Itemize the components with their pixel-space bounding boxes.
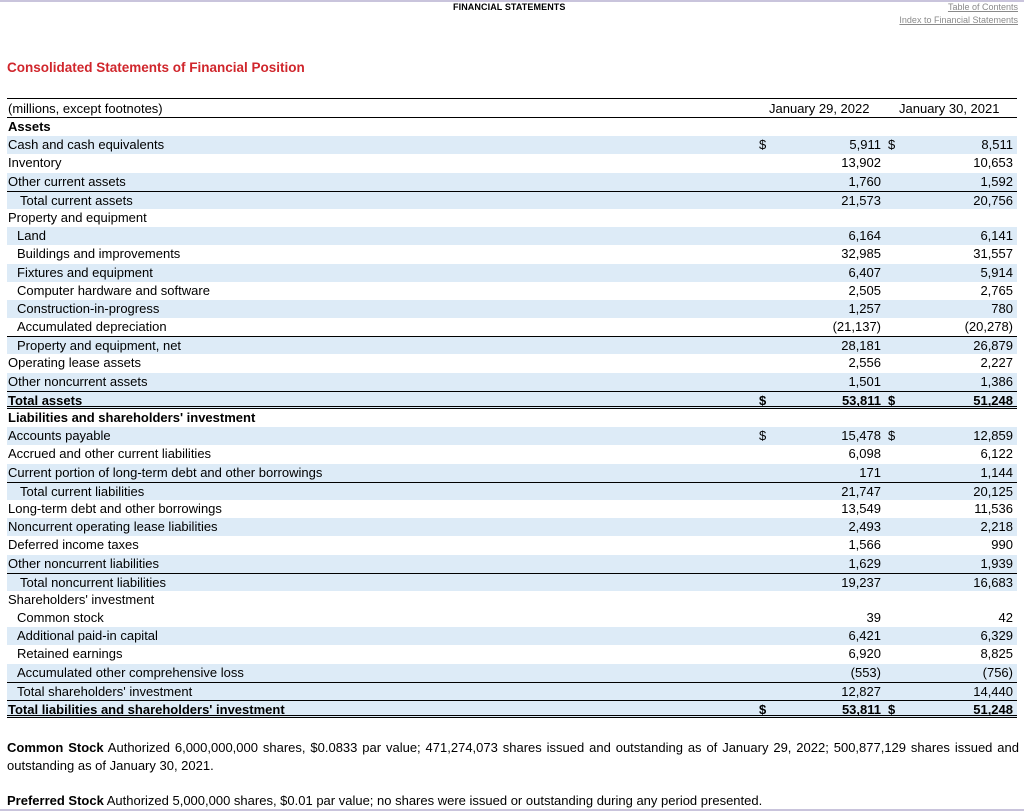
value-2021: 6,141 (980, 228, 1013, 244)
value-2021: 42 (998, 610, 1013, 626)
table-row (7, 154, 1017, 172)
value-2021: 5,914 (980, 264, 1013, 280)
preferred-stock-note (7, 792, 1019, 810)
value-2021: 14,440 (973, 683, 1013, 699)
value-2022: 53,811 (841, 392, 881, 408)
toc-links (899, 1, 1018, 27)
currency-2022: $ (759, 392, 767, 408)
table-row (7, 118, 1017, 136)
table-row (7, 227, 1017, 245)
row-label: Additional paid-in capital (17, 628, 158, 644)
value-2021: 8,511 (981, 137, 1013, 153)
row-label: Property and equipment, net (17, 338, 182, 354)
row-label: Buildings and improvements (17, 246, 181, 262)
value-2021: 1,592 (980, 173, 1013, 189)
table-row (7, 409, 1017, 427)
value-2022: 1,501 (848, 373, 881, 389)
row-label: Total noncurrent liabilities (20, 574, 166, 590)
row-label: Total current liabilities (20, 483, 145, 499)
row-label: Fixtures and equipment (17, 264, 153, 280)
currency-2021: $ (888, 702, 896, 717)
table-row (7, 664, 1017, 682)
units-header: (millions, except footnotes) (8, 101, 163, 116)
value-2022: 1,760 (848, 173, 881, 189)
row-label: Common stock (17, 610, 104, 626)
table-row (7, 500, 1017, 518)
value-2021: 2,218 (980, 519, 1013, 535)
row-label: Land (17, 228, 46, 244)
table-row (7, 627, 1017, 645)
column-header-2021: January 30, 2021 (899, 101, 1000, 116)
value-2021: 1,386 (980, 373, 1013, 389)
value-2022: 6,407 (848, 264, 881, 280)
value-2022: 12,827 (841, 683, 881, 699)
row-label: Accounts payable (8, 428, 111, 444)
table-row (7, 682, 1017, 700)
value-2021: 780 (991, 300, 1013, 316)
row-label: Construction-in-progress (17, 300, 160, 316)
value-2022: 32,985 (841, 246, 881, 262)
row-label: Cash and cash equivalents (8, 137, 165, 153)
value-2022: 5,911 (849, 137, 881, 153)
currency-2022: $ (759, 137, 767, 153)
table-row (7, 209, 1017, 227)
section-header: FINANCIAL STATEMENTS (453, 2, 566, 12)
value-2022: 1,629 (848, 555, 881, 571)
table-row (7, 591, 1017, 609)
index-to-financial-statements-link[interactable]: Index to Financial Statements (899, 15, 1018, 25)
value-2021: 16,683 (973, 574, 1013, 590)
table-row (7, 609, 1017, 627)
value-2021: 11,536 (974, 500, 1013, 516)
row-label: Retained earnings (17, 646, 123, 662)
currency-2021: $ (888, 392, 896, 408)
value-2022: 1,257 (848, 300, 881, 316)
table-of-contents-link[interactable]: Table of Contents (947, 2, 1018, 12)
value-2021: 12,859 (973, 428, 1013, 444)
row-label: Property and equipment (8, 209, 147, 225)
common-stock-note-title: Common Stock (7, 740, 104, 755)
table-row (7, 536, 1017, 554)
financial-position-table (7, 98, 1017, 718)
table-row (7, 300, 1017, 318)
table-row (7, 282, 1017, 300)
row-label: Total shareholders' investment (17, 683, 193, 699)
row-label: Other noncurrent assets (8, 373, 148, 389)
table-row (7, 373, 1017, 391)
table-row (7, 645, 1017, 663)
value-2022: 2,556 (848, 355, 881, 371)
row-label: Computer hardware and software (17, 282, 210, 298)
value-2022: 21,573 (841, 192, 881, 208)
table-row (7, 318, 1017, 336)
row-label: Assets (8, 119, 51, 134)
row-label: Current portion of long-term debt and other borrowings (8, 464, 323, 480)
value-2021: 20,756 (973, 192, 1013, 208)
row-label: Accrued and other current liabilities (8, 446, 212, 462)
value-2021: 1,939 (980, 555, 1013, 571)
preferred-stock-note-text: Authorized 5,000,000 shares, $0.01 par value; no shares were issued or outstanding during any period presented. (103, 793, 763, 808)
row-label: Other current assets (8, 173, 126, 189)
value-2021: (20,278) (964, 319, 1013, 335)
value-2021: 20,125 (973, 483, 1013, 499)
value-2022: 6,164 (848, 228, 881, 244)
table-body (7, 118, 1017, 718)
row-label: Liabilities and shareholders' investment (8, 410, 256, 425)
row-label: Total current assets (20, 192, 133, 208)
value-2022: 171 (859, 464, 881, 480)
currency-2021: $ (888, 137, 896, 153)
common-stock-note-text: Authorized 6,000,000,000 shares, $0.0833 par value; 471,274,073 shares issued and outstanding as of January 29, 2022; 500,877,129 shares issued and outstanding as of January 30, 2021. (7, 740, 1019, 773)
value-2021: 10,653 (973, 155, 1013, 171)
table-row (7, 136, 1017, 154)
value-2021: 26,879 (973, 338, 1013, 354)
value-2021: 2,765 (980, 282, 1013, 298)
currency-2022: $ (759, 702, 767, 717)
row-label: Total assets (8, 392, 83, 408)
value-2022: 39 (866, 610, 881, 626)
value-2021: 6,329 (980, 628, 1013, 644)
value-2022: 15,478 (841, 428, 881, 444)
row-label: Shareholders' investment (8, 591, 155, 607)
value-2021: 1,144 (980, 464, 1013, 480)
value-2022: (21,137) (832, 319, 881, 335)
table-row (7, 573, 1017, 591)
currency-2021: $ (888, 428, 896, 444)
table-row (7, 173, 1017, 191)
value-2022: 2,505 (848, 282, 881, 298)
preferred-stock-note-title: Preferred Stock (7, 793, 104, 808)
value-2022: 19,237 (841, 574, 881, 590)
row-label: Total liabilities and shareholders' investment (8, 702, 285, 717)
row-label: Inventory (8, 155, 62, 171)
value-2022: 6,421 (848, 628, 881, 644)
value-2022: 1,566 (848, 537, 881, 553)
table-row (7, 700, 1017, 718)
value-2021: 31,557 (973, 246, 1013, 262)
common-stock-note (7, 739, 1019, 774)
table-row (7, 354, 1017, 372)
value-2022: 13,902 (841, 155, 881, 171)
value-2022: 6,920 (848, 646, 881, 662)
value-2021: 2,227 (980, 355, 1013, 371)
value-2022: 28,181 (841, 338, 881, 354)
row-label: Accumulated depreciation (17, 319, 167, 335)
row-label: Accumulated other comprehensive loss (17, 664, 244, 680)
table-row (7, 336, 1017, 354)
value-2021: 51,248 (973, 702, 1013, 717)
table-row (7, 555, 1017, 573)
value-2022: 2,493 (848, 519, 881, 535)
value-2021: 990 (991, 537, 1013, 553)
value-2021: 6,122 (980, 446, 1013, 462)
table-header-row (7, 98, 1017, 118)
table-row (7, 445, 1017, 463)
column-header-2022: January 29, 2022 (769, 101, 870, 116)
value-2022: 53,811 (841, 702, 881, 717)
table-row (7, 464, 1017, 482)
row-label: Operating lease assets (8, 355, 141, 371)
value-2022: 21,747 (841, 483, 881, 499)
table-row (7, 482, 1017, 500)
value-2021: 8,825 (980, 646, 1013, 662)
table-row (7, 245, 1017, 263)
table-row (7, 191, 1017, 209)
value-2022: (553) (850, 664, 881, 680)
row-label: Noncurrent operating lease liabilities (8, 519, 218, 535)
row-label: Long-term debt and other borrowings (8, 500, 222, 516)
currency-2022: $ (759, 428, 767, 444)
statement-title: Consolidated Statements of Financial Position (7, 60, 305, 75)
value-2022: 6,098 (848, 446, 881, 462)
table-row (7, 518, 1017, 536)
row-label: Other noncurrent liabilities (8, 555, 160, 571)
table-row (7, 427, 1017, 445)
value-2021: 51,248 (973, 392, 1013, 408)
value-2022: 13,549 (841, 500, 881, 516)
table-row (7, 391, 1017, 409)
table-row (7, 264, 1017, 282)
value-2021: (756) (982, 664, 1013, 680)
row-label: Deferred income taxes (8, 537, 139, 553)
